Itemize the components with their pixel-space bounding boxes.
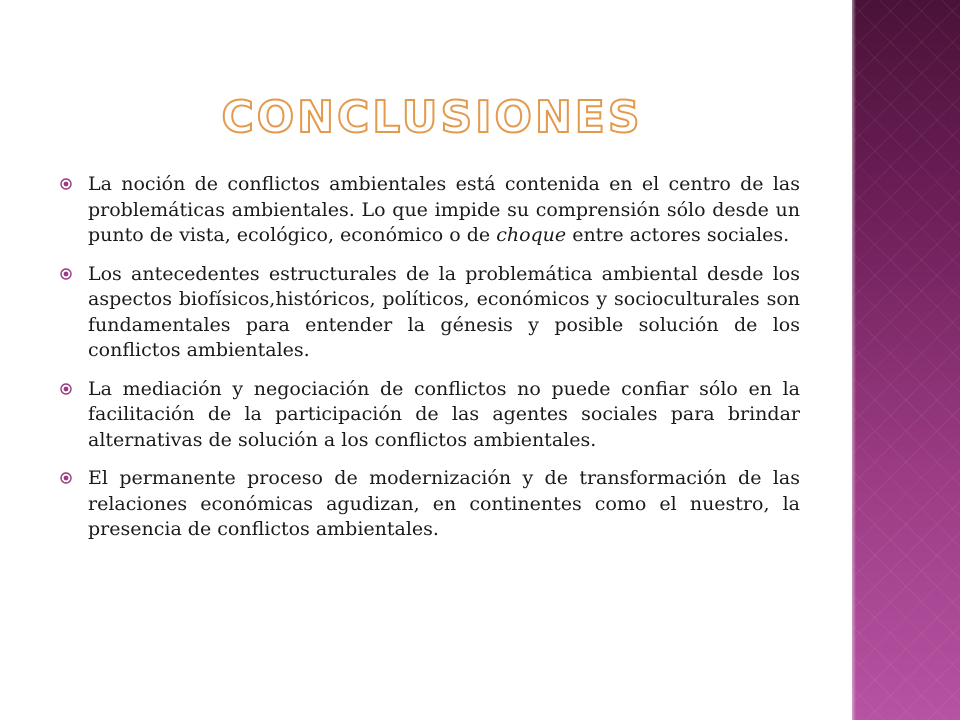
circled-dot-icon [60, 383, 72, 395]
bullet-list [58, 172, 800, 556]
bullet-item-2 [58, 262, 800, 364]
bullet-text-1a: La noción de conflictos ambientales está contenida en el centro de las problemáticas ambientales. Lo que impide su comprensión sólo desde un punto de vista, ecológico, económico o de [88, 173, 800, 246]
slide-title: CONCLUSIONES [221, 92, 643, 143]
circled-dot-icon [60, 268, 72, 280]
bullet-text-1b: entre actores sociales. [566, 224, 790, 246]
bullet-item-3 [58, 377, 800, 454]
decorative-side-band [852, 0, 960, 720]
bullet-text-4: El permanente proceso de modernización y de transformación de las relaciones económicas agudizan, en continentes como el nuestro, la presencia de conflictos ambientales. [88, 467, 800, 540]
circled-dot-icon [60, 472, 72, 484]
bullet-text-2: Los antecedentes estructurales de la problemática ambiental desde los aspectos biofísicos,históricos, políticos, económicos y socioculturales son fundamentales para entender la génesis y posible solución de los conflictos ambientales. [88, 262, 800, 361]
bullet-text-3: La mediación y negociación de conflictos no puede confiar sólo en la facilitación de la participación de las agentes sociales para brindar alternativas de solución a los conflictos ambientales. [88, 377, 800, 451]
bullet-item-4 [58, 466, 800, 543]
bullet-item-1 [58, 172, 800, 249]
bullet-emphasis: choque [496, 224, 567, 246]
circled-dot-icon [60, 178, 72, 190]
